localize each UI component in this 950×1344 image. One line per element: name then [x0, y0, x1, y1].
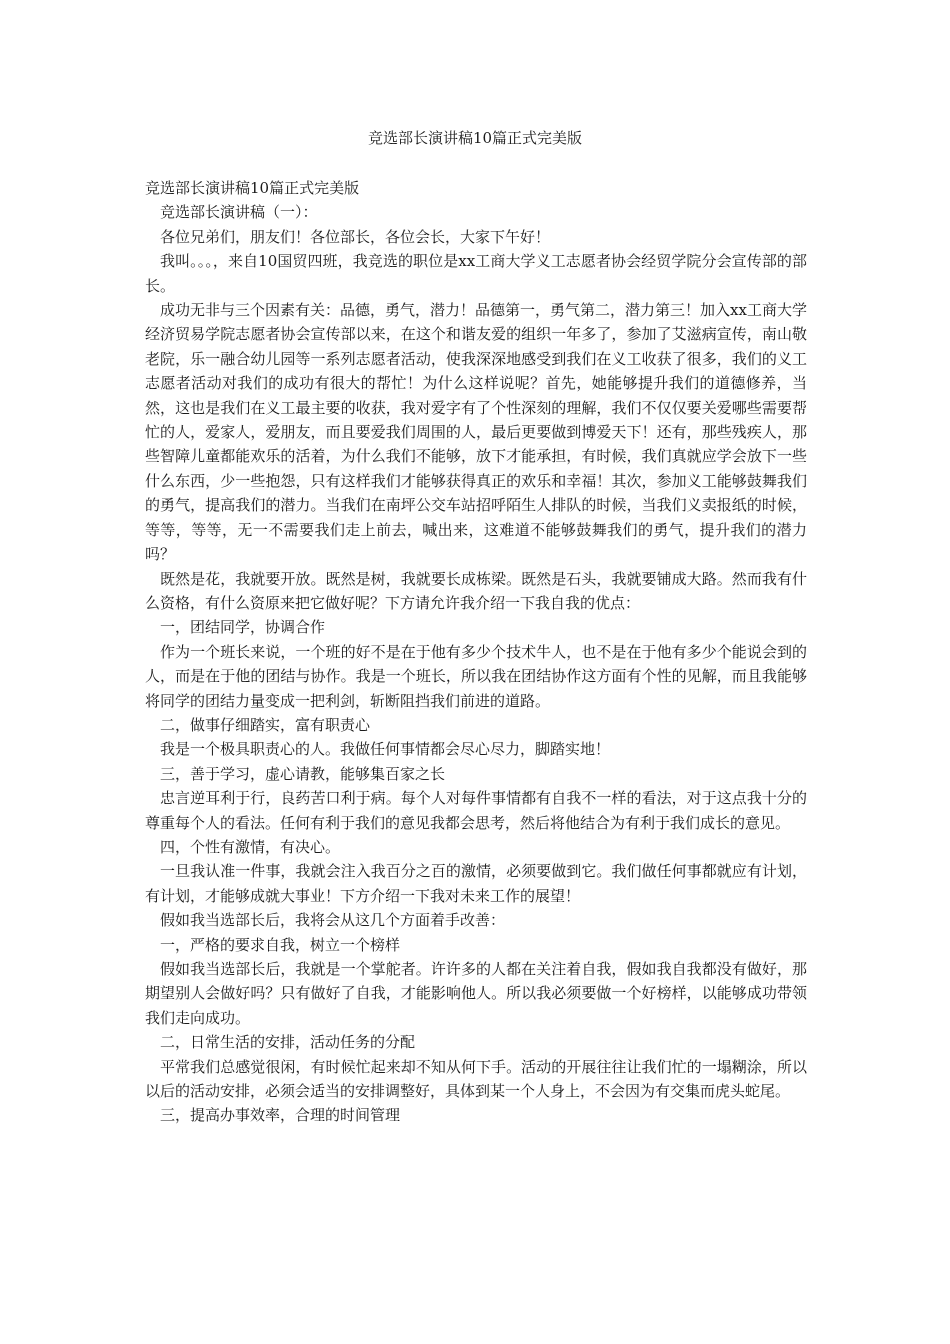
document-body — [145, 176, 807, 1128]
paragraph: 竞选部长演讲稿（一）： — [160, 203, 318, 222]
paragraph: 三，提高办事效率，合理的时间管理 — [160, 1106, 401, 1125]
paragraph: 二，日常生活的安排，活动任务的分配 — [160, 1033, 416, 1052]
paragraph: 各位兄弟们，朋友们！各位部长，各位会长，大家下午好！ — [160, 227, 551, 246]
paragraph: 既然是花，我就要开放。既然是树，我就要长成栋梁。既然是石头，我就要铺成大路。然而我有什么资格，有什么资原来把它做好呢？下方请允许我介绍一下我自我的优点： — [145, 569, 807, 612]
paragraph: 假如我当选部长后，我就是一个掌舵者。许许多的人都在关注着自我，假如我自我都没有做好，那期望别人会做好吗？只有做好了自我，才能影响他人。所以我必须要做一个好榜样，以能够成功带领我们走向成功。 — [145, 960, 807, 1027]
document-title: 竞选部长演讲稿10篇正式完美版 — [367, 129, 583, 147]
paragraph: 平常我们总感觉很闲，有时候忙起来却不知从何下手。活动的开展往往让我们忙的一塌糊涂，所以以后的活动安排，必须会适当的安排调整好，具体到某一个人身上，不会因为有交集而虎头蛇尾。 — [145, 1057, 807, 1101]
paragraph: 作为一个班长来说，一个班的好不是在于他有多少个技术牛人，也不是在于他有多少个能说会到的人，而是在于他的团结与协作。我是一个班长，所以我在团结协作这方面有个性的见解，而且我能够将同学的团结力量变成一把利剑，斩断阻挡我们前进的道路。 — [145, 642, 807, 710]
paragraph: 假如我当选部长后，我将会从这几个方面着手改善： — [160, 911, 506, 930]
paragraph: 忠言逆耳利于行，良药苦口利于病。每个人对每件事情都有自我不一样的看法，对于这点我十分的尊重每个人的看法。任何有利于我们的意见我都会思考，然后将他结合为有利于我们成长的意见。 — [145, 789, 807, 832]
paragraph: 竞选部长演讲稿10篇正式完美版 — [145, 179, 360, 197]
paragraph: 我叫。。。，来自10国贸四班，我竞选的职位是xx工商大学义工志愿者协会经贸学院分会宣传部的部长。 — [145, 252, 807, 295]
paragraph: 一，团结同学，协调合作 — [160, 618, 326, 637]
paragraph: 一旦我认准一件事，我就会注入我百分之百的激情，必须要做到它。我们做任何事都就应有计划，有计划，才能够成就大事业！下方介绍一下我对未来工作的展望！ — [145, 862, 807, 905]
paragraph: 三，善于学习，虚心请教，能够集百家之长 — [160, 764, 446, 783]
paragraph: 我是一个极具职责心的人。我做任何事情都会尽心尽力，脚踏实地！ — [160, 740, 611, 759]
paragraph: 一，严格的要求自我，树立一个榜样 — [160, 935, 401, 954]
paragraph: 成功无非与三个因素有关：品德，勇气，潜力！品德第一，勇气第二，潜力第三！加入xx工商大学经济贸易学院志愿者协会宣传部以来，在这个和谐友爱的组织一年多了，参加了艾滋病宣传，南山敬老院，乐一融合幼儿园等一系列志愿者活动，使我深深地感受到我们在义工收获了很多，我们的义工志愿者活动对我们的成功有很大的帮忙！为什么这样说呢？首先，她能够提升我们的道德修养，当然，这也是我们在义工最主要的收获，我对爱字有了个性深刻的理解，我们不仅仅要关爱哪些需要帮忙的人，爱家人，爱朋友，而且要爱我们周围的人，最后更要做到博爱天下！还有，那些残疾人，那些智障儿童都能欢乐的活着，为什么我们不能够，放下才能承担，有时候，我们真就应学会放下一些什么东西，少一些抱怨，只有这样我们才能够获得真正的欢乐和幸福！其次，参加义工能够鼓舞我们的勇气，提高我们的潜力。当我们在南坪公交车站招呼陌生人排队的时候，当我们义卖报纸的时候，等等，等等，无一不需要我们走上前去，喊出来，这难道不能够鼓舞我们的勇气，提升我们的潜力吗？ — [145, 301, 807, 564]
paragraph: 四，个性有激情，有决心。 — [160, 837, 341, 856]
paragraph: 二，做事仔细踏实，富有职责心 — [160, 715, 371, 734]
